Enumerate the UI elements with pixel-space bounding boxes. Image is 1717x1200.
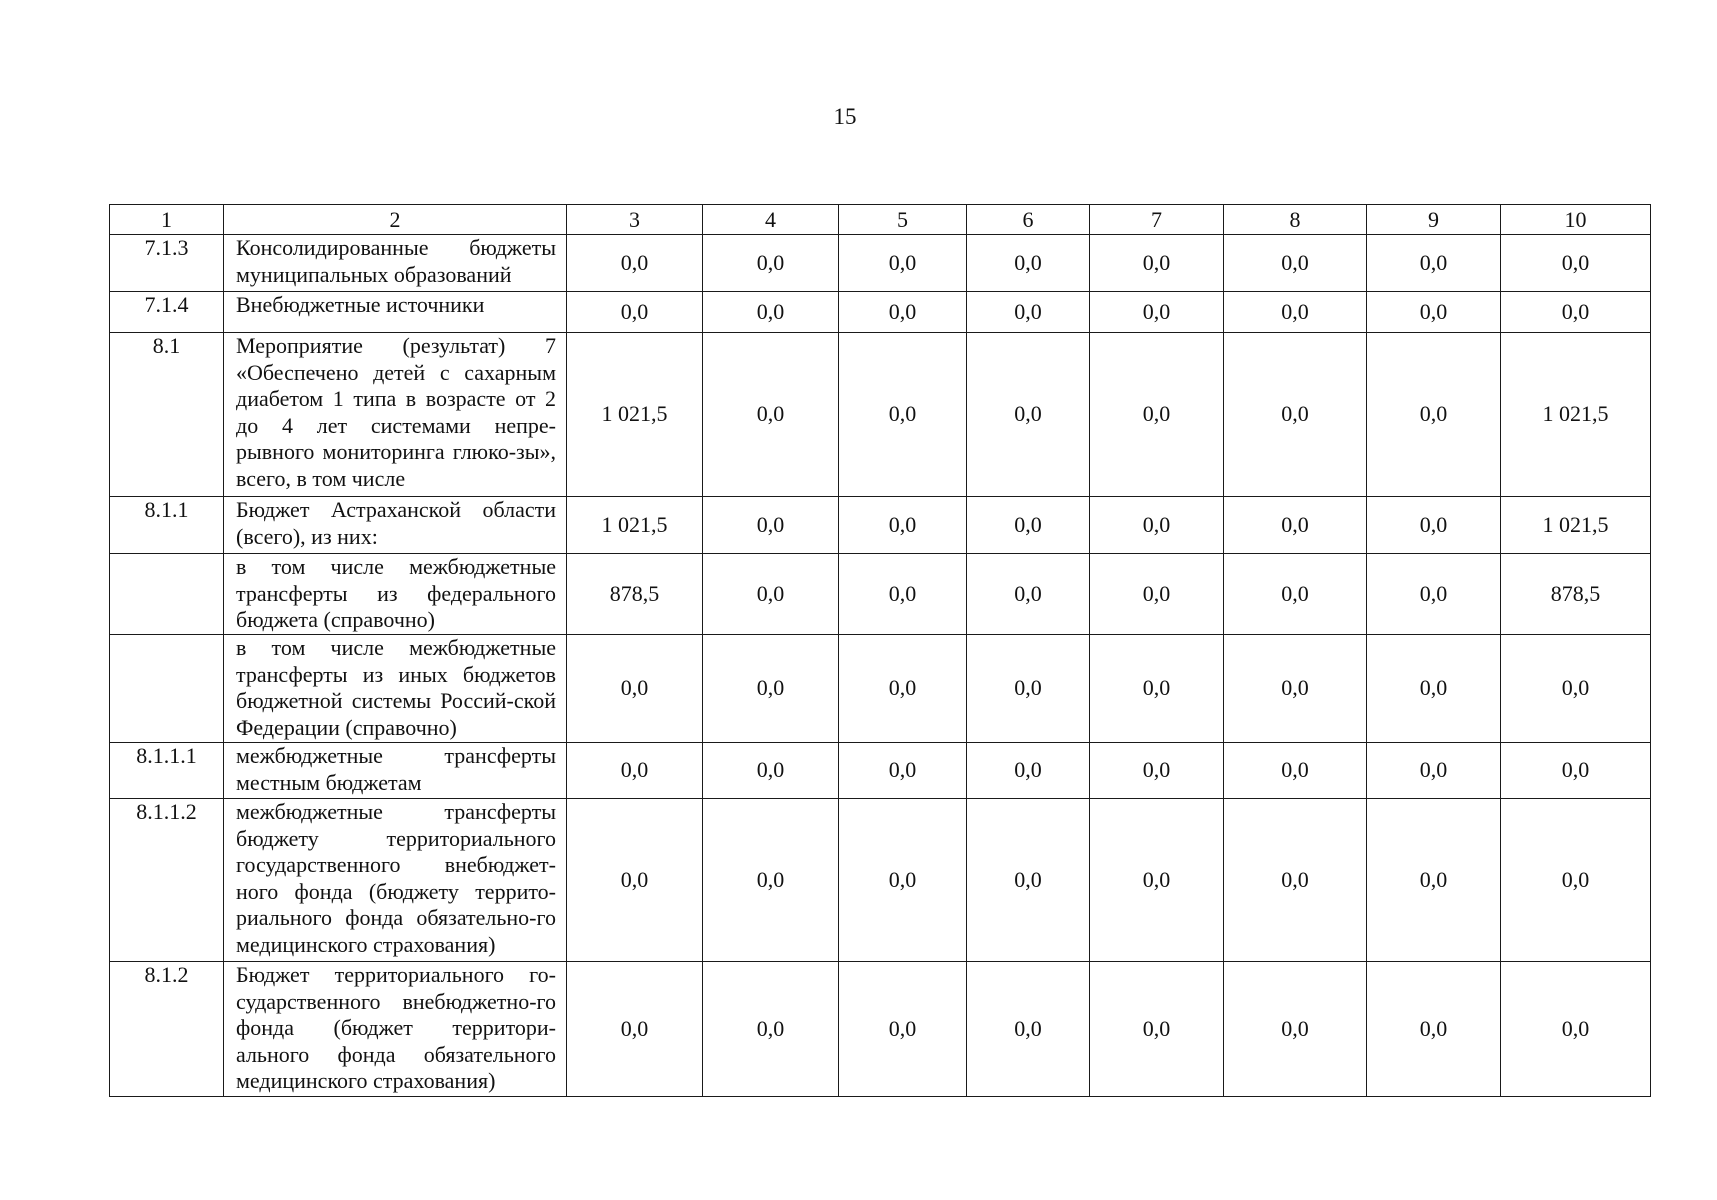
value-cell: 0,0 bbox=[1224, 743, 1367, 799]
value-cell: 0,0 bbox=[839, 333, 967, 497]
value-cell: 1 021,5 bbox=[567, 497, 703, 554]
value-cell: 0,0 bbox=[1367, 962, 1501, 1097]
value-cell: 1 021,5 bbox=[567, 333, 703, 497]
row-description: Бюджет Астраханской области (всего), из них: bbox=[224, 497, 567, 554]
value-cell: 0,0 bbox=[967, 799, 1090, 962]
value-cell: 0,0 bbox=[1501, 635, 1651, 743]
value-cell: 0,0 bbox=[1224, 799, 1367, 962]
table-row bbox=[110, 333, 1651, 497]
value-cell: 0,0 bbox=[1367, 292, 1501, 333]
value-cell: 0,0 bbox=[1501, 799, 1651, 962]
row-description: Консолидированные бюджеты муниципальных образований bbox=[224, 235, 567, 292]
column-header: 3 bbox=[567, 205, 703, 235]
value-cell: 0,0 bbox=[1090, 292, 1224, 333]
table-row bbox=[110, 962, 1651, 1097]
value-cell: 0,0 bbox=[1501, 235, 1651, 292]
value-cell: 0,0 bbox=[839, 554, 967, 635]
table-header-row bbox=[110, 205, 1651, 235]
value-cell: 0,0 bbox=[703, 497, 839, 554]
value-cell: 0,0 bbox=[1501, 962, 1651, 1097]
value-cell: 878,5 bbox=[1501, 554, 1651, 635]
value-cell: 0,0 bbox=[1090, 799, 1224, 962]
value-cell: 0,0 bbox=[967, 333, 1090, 497]
value-cell: 0,0 bbox=[1090, 554, 1224, 635]
value-cell: 0,0 bbox=[1367, 235, 1501, 292]
value-cell: 0,0 bbox=[1224, 962, 1367, 1097]
value-cell: 0,0 bbox=[1090, 497, 1224, 554]
value-cell: 0,0 bbox=[839, 743, 967, 799]
value-cell: 0,0 bbox=[1090, 235, 1224, 292]
value-cell: 0,0 bbox=[1501, 292, 1651, 333]
table-row bbox=[110, 635, 1651, 743]
row-number: 8.1.1.1 bbox=[110, 743, 224, 799]
row-number: 8.1.1.2 bbox=[110, 799, 224, 962]
value-cell: 0,0 bbox=[567, 635, 703, 743]
value-cell: 878,5 bbox=[567, 554, 703, 635]
row-description: межбюджетные трансферты местным бюджетам bbox=[224, 743, 567, 799]
value-cell: 0,0 bbox=[567, 743, 703, 799]
value-cell: 0,0 bbox=[1367, 497, 1501, 554]
value-cell: 1 021,5 bbox=[1501, 497, 1651, 554]
column-header: 4 bbox=[703, 205, 839, 235]
value-cell: 0,0 bbox=[1090, 635, 1224, 743]
value-cell: 0,0 bbox=[839, 799, 967, 962]
row-description: Внебюджетные источники bbox=[224, 292, 567, 333]
value-cell: 0,0 bbox=[1367, 635, 1501, 743]
value-cell: 0,0 bbox=[967, 497, 1090, 554]
table-row bbox=[110, 497, 1651, 554]
value-cell: 0,0 bbox=[703, 743, 839, 799]
value-cell: 0,0 bbox=[839, 235, 967, 292]
value-cell: 0,0 bbox=[1224, 497, 1367, 554]
value-cell: 0,0 bbox=[1367, 743, 1501, 799]
value-cell: 0,0 bbox=[839, 292, 967, 333]
column-header: 2 bbox=[224, 205, 567, 235]
value-cell: 0,0 bbox=[703, 635, 839, 743]
column-header: 5 bbox=[839, 205, 967, 235]
value-cell: 0,0 bbox=[967, 635, 1090, 743]
value-cell: 0,0 bbox=[967, 235, 1090, 292]
value-cell: 0,0 bbox=[839, 497, 967, 554]
value-cell: 0,0 bbox=[1090, 962, 1224, 1097]
value-cell: 0,0 bbox=[967, 962, 1090, 1097]
row-description: Бюджет территориального го-сударственного внебюджетно-го фонда (бюджет территори-ального фонда обязательного медицинского страхования) bbox=[224, 962, 567, 1097]
value-cell: 0,0 bbox=[1090, 333, 1224, 497]
page-number: 15 bbox=[833, 104, 857, 129]
row-number: 8.1.2 bbox=[110, 962, 224, 1097]
column-header: 8 bbox=[1224, 205, 1367, 235]
row-number: 8.1 bbox=[110, 333, 224, 497]
value-cell: 0,0 bbox=[567, 292, 703, 333]
value-cell: 0,0 bbox=[967, 292, 1090, 333]
row-number: 7.1.4 bbox=[110, 292, 224, 333]
value-cell: 0,0 bbox=[703, 292, 839, 333]
value-cell: 0,0 bbox=[703, 554, 839, 635]
value-cell: 0,0 bbox=[967, 743, 1090, 799]
row-number: 7.1.3 bbox=[110, 235, 224, 292]
value-cell: 0,0 bbox=[1224, 635, 1367, 743]
value-cell: 0,0 bbox=[703, 333, 839, 497]
table-row bbox=[110, 799, 1651, 962]
table-row bbox=[110, 235, 1651, 292]
value-cell: 0,0 bbox=[703, 235, 839, 292]
row-number bbox=[110, 554, 224, 635]
value-cell: 0,0 bbox=[1367, 799, 1501, 962]
column-header: 6 bbox=[967, 205, 1090, 235]
column-header: 10 bbox=[1501, 205, 1651, 235]
row-number: 8.1.1 bbox=[110, 497, 224, 554]
value-cell: 0,0 bbox=[1224, 333, 1367, 497]
value-cell: 0,0 bbox=[567, 235, 703, 292]
value-cell: 0,0 bbox=[567, 962, 703, 1097]
table-row bbox=[110, 743, 1651, 799]
value-cell: 0,0 bbox=[1224, 292, 1367, 333]
row-description: в том числе межбюджетные трансферты из федерального бюджета (справочно) bbox=[224, 554, 567, 635]
value-cell: 0,0 bbox=[1367, 333, 1501, 497]
value-cell: 0,0 bbox=[1501, 743, 1651, 799]
row-number bbox=[110, 635, 224, 743]
value-cell: 0,0 bbox=[567, 799, 703, 962]
row-description: межбюджетные трансферты бюджету территориального государственного внебюджет-ного фонда (бюджету террито-риального фонда обязательно-го медицинского страхования) bbox=[224, 799, 567, 962]
value-cell: 0,0 bbox=[967, 554, 1090, 635]
value-cell: 0,0 bbox=[839, 962, 967, 1097]
value-cell: 0,0 bbox=[1090, 743, 1224, 799]
value-cell: 0,0 bbox=[839, 635, 967, 743]
budget-table bbox=[109, 204, 1651, 1097]
column-header: 9 bbox=[1367, 205, 1501, 235]
row-description: в том числе межбюджетные трансферты из иных бюджетов бюджетной системы Россий-ской Федерации (справочно) bbox=[224, 635, 567, 743]
column-header: 1 bbox=[110, 205, 224, 235]
value-cell: 0,0 bbox=[1367, 554, 1501, 635]
column-header: 7 bbox=[1090, 205, 1224, 235]
value-cell: 1 021,5 bbox=[1501, 333, 1651, 497]
value-cell: 0,0 bbox=[703, 799, 839, 962]
value-cell: 0,0 bbox=[1224, 235, 1367, 292]
table-row bbox=[110, 554, 1651, 635]
value-cell: 0,0 bbox=[1224, 554, 1367, 635]
row-description: Мероприятие (результат) 7 «Обеспечено детей с сахарным диабетом 1 типа в возрасте от 2 до 4 лет системами непре-рывного мониторинга глюко-зы», всего, в том числе bbox=[224, 333, 567, 497]
value-cell: 0,0 bbox=[703, 962, 839, 1097]
table-row bbox=[110, 292, 1651, 333]
